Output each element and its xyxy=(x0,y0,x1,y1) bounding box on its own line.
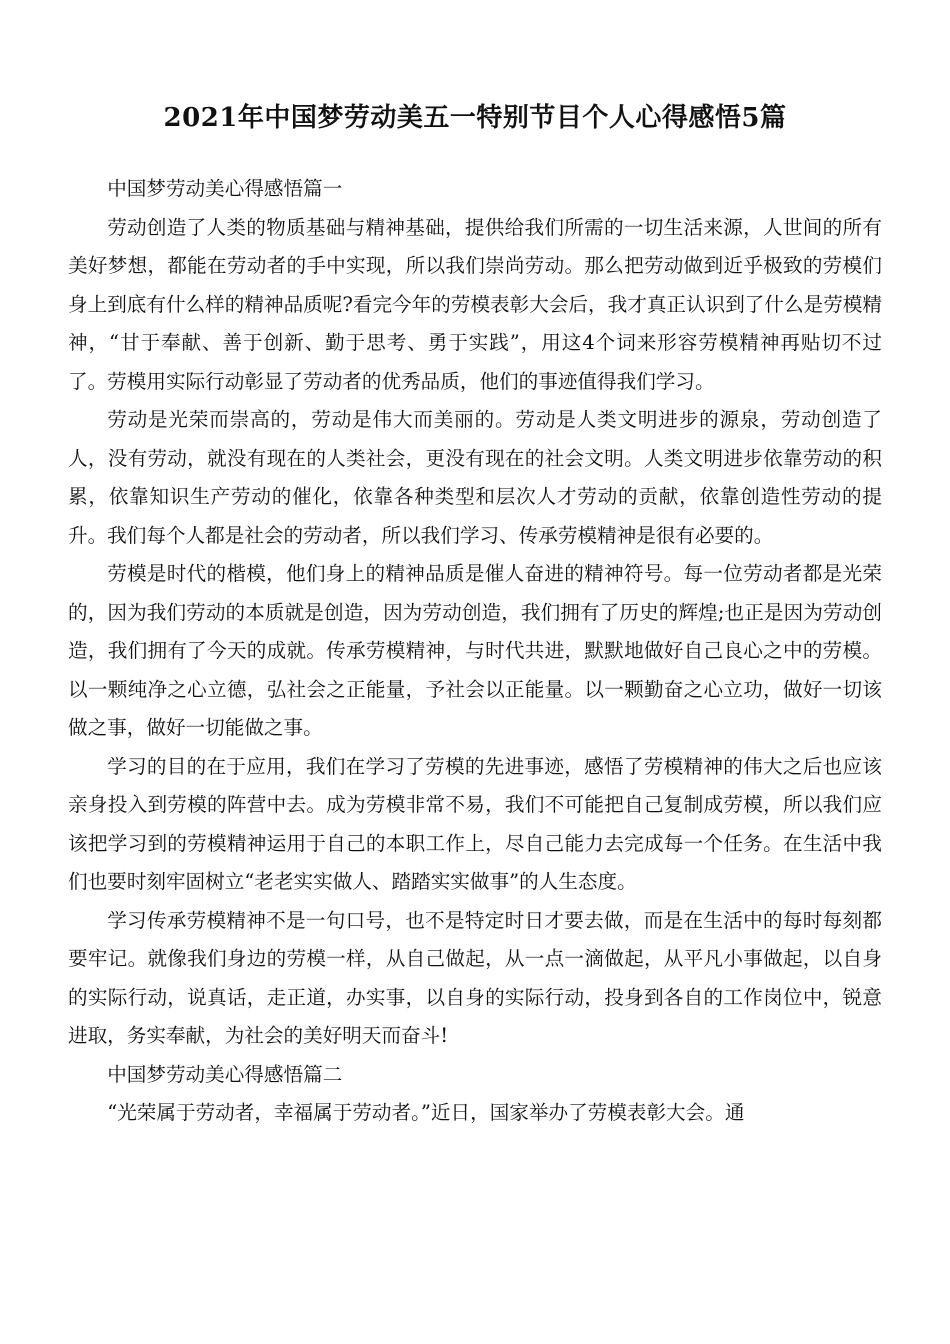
paragraph: “光荣属于劳动者，幸福属于劳动者。”近日，国家举办了劳模表彰大会。通 xyxy=(107,1101,745,1124)
section-heading-1: 中国梦劳动美心得感悟篇一 xyxy=(107,177,343,200)
spacer xyxy=(68,154,882,170)
section-heading-2: 中国梦劳动美心得感悟篇二 xyxy=(107,1062,343,1086)
paragraph: 学习的目的在于应用，我们在学习了劳模的先进事迹，感悟了劳模精神的伟大之后也应该亲身投入到劳模的阵营中去。成为劳模非常不易，我们不可能把自己复制成劳模，所以我们应该把学习到的劳模精神运用于自己的本职工作上，尽自己能力去完成每一个任务。在生活中我们也要时刻牢固树立“老老实实做人、踏踏实实做事”的人生态度。 xyxy=(68,754,882,893)
paragraph: 劳动是光荣而崇高的，劳动是伟大而美丽的。劳动是人类文明进步的源泉，劳动创造了人，没有劳动，就没有现在的人类社会，更没有现在的社会文明。人类文明进步依靠劳动的积累，依靠知识生产劳动的催化，依靠各种类型和层次人才劳动的贡献，依靠创造性劳动的提升。我们每个人都是社会的劳动者，所以我们学习、传承劳模精神是很有必要的。 xyxy=(68,408,882,547)
paragraph: 劳模是时代的楷模，他们身上的精神品质是催人奋进的精神符号。每一位劳动者都是光荣的，因为我们劳动的本质就是创造，因为劳动创造，我们拥有了历史的辉煌;也正是因为劳动创造，我们拥有了今天的成就。传承劳模精神，与时代共进，默默地做好自己良心之中的劳模。以一颗纯净之心立德，弘社会之正能量，予社会以正能量。以一颗勤奋之心立功，做好一切该做之事，做好一切能做之事。 xyxy=(68,562,882,739)
paragraph: 学习传承劳模精神不是一句口号，也不是特定时日才要去做，而是在生活中的每时每刻都要牢记。就像我们身边的劳模一样，从自己做起，从一点一滴做起，从平凡小事做起，以自身的实际行动，说真话，走正道，办实事，以自身的实际行动，投身到各自的工作岗位中，锐意进取，务实奉献，为社会的美好明天而奋斗! xyxy=(68,908,882,1047)
document-body xyxy=(68,154,882,1133)
paragraph: 劳动创造了人类的物质基础与精神基础，提供给我们所需的一切生活来源，人世间的所有美好梦想，都能在劳动者的手中实现，所以我们崇尚劳动。那么把劳动做到近乎极致的劳模们身上到底有什么样的精神品质呢?看完今年的劳模表彰大会后，我才真正认识到了什么是劳模精神，“甘于奉献、善于创新、勤于思考、勇于实践”，用这4个词来形容劳模精神再贴切不过了。劳模用实际行动彰显了劳动者的优秀品质，他们的事迹值得我们学习。 xyxy=(68,215,882,393)
document-title: 2021年中国梦劳动美五一特别节目个人心得感悟5篇 xyxy=(163,103,787,133)
